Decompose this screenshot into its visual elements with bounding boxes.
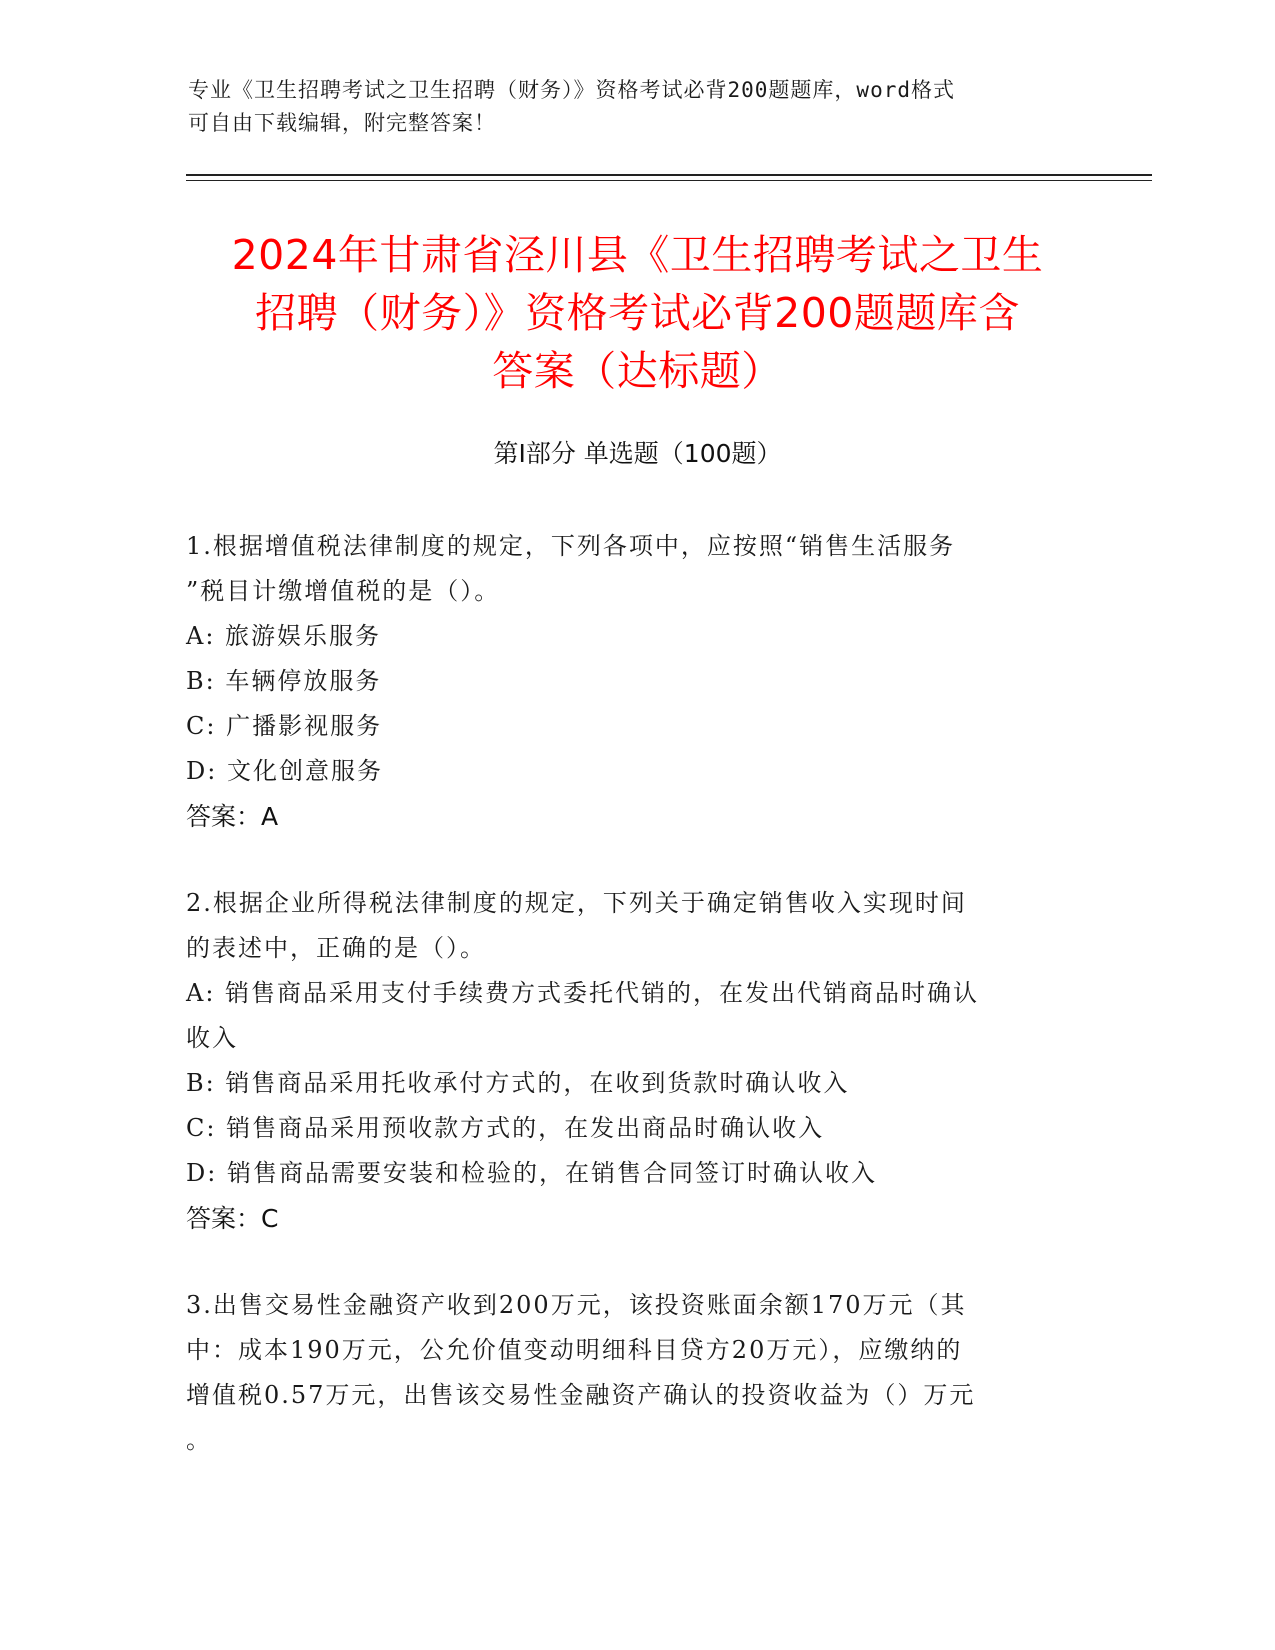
header-note xyxy=(188,74,1068,140)
question-2 xyxy=(186,881,1076,1241)
question-1-option-c: C: 广播影视服务 xyxy=(186,712,383,740)
title-line-1: 2024年甘肃省泾川县《卫生招聘考试之卫生 xyxy=(231,231,1044,279)
question-2-option-a-continued: 收入 xyxy=(186,1024,238,1052)
section-title: 第Ⅰ部分 单选题（100题） xyxy=(493,439,782,468)
question-2-option-d: D: 销售商品需要安装和检验的，在销售合同签订时确认收入 xyxy=(186,1159,877,1187)
question-2-option-c: C: 销售商品采用预收款方式的，在发出商品时确认收入 xyxy=(186,1114,825,1142)
question-1-option-b: B: 车辆停放服务 xyxy=(186,667,382,695)
header-divider-thick xyxy=(186,174,1152,176)
question-3-stem-line-4: 。 xyxy=(186,1426,212,1454)
question-list xyxy=(186,524,1076,1505)
question-1-option-d: D: 文化创意服务 xyxy=(186,757,383,785)
question-2-option-b: B: 销售商品采用托收承付方式的，在收到货款时确认收入 xyxy=(186,1069,850,1097)
question-3-stem-line-1: 3.出售交易性金融资产收到200万元，该投资账面余额170万元（其 xyxy=(186,1291,967,1319)
question-1-stem-line-1: 1.根据增值税法律制度的规定，下列各项中，应按照“销售生活服务 xyxy=(186,532,956,560)
question-1-answer: 答案：A xyxy=(186,802,279,831)
question-2-answer: 答案：C xyxy=(186,1204,279,1233)
header-note-line-1: 专业《卫生招聘考试之卫生招聘（财务）》资格考试必背200题题库，word格式 xyxy=(188,78,955,102)
document-title xyxy=(150,226,1125,400)
title-line-3: 答案（达标题） xyxy=(492,347,783,395)
title-line-2: 招聘（财务）》资格考试必背200题题库含 xyxy=(255,289,1020,337)
header-divider-thin xyxy=(186,180,1152,181)
question-3-stem-line-3: 增值税0.57万元，出售该交易性金融资产确认的投资收益为（）万元 xyxy=(186,1381,976,1409)
question-2-stem-line-1: 2.根据企业所得税法律制度的规定，下列关于确定销售收入实现时间 xyxy=(186,889,967,917)
question-1 xyxy=(186,524,1076,839)
question-2-option-a: A: 销售商品采用支付手续费方式委托代销的，在发出代销商品时确认 xyxy=(186,979,980,1007)
question-3 xyxy=(186,1283,1076,1463)
question-2-stem-line-2: 的表述中，正确的是（）。 xyxy=(186,934,486,962)
question-1-stem-line-2: ”税目计缴增值税的是（）。 xyxy=(186,577,501,605)
question-3-stem-line-2: 中：成本190万元，公允价值变动明细科目贷方20万元），应缴纳的 xyxy=(186,1336,963,1364)
header-note-line-2: 可自由下载编辑，附完整答案！ xyxy=(188,111,496,135)
question-1-option-a: A: 旅游娱乐服务 xyxy=(186,622,382,650)
